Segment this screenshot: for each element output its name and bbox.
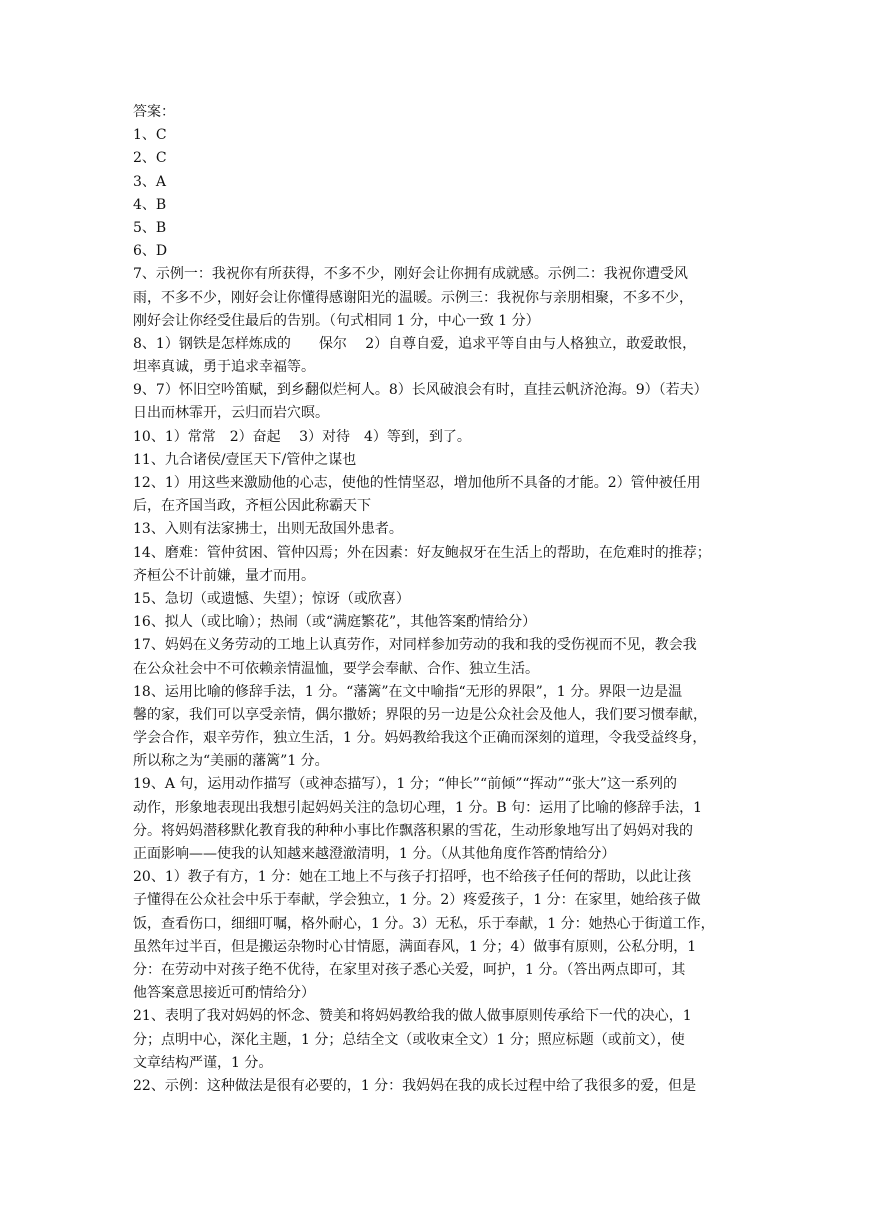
answer-line: 2、C [133, 150, 167, 167]
answer-line: 6、D [133, 243, 168, 260]
answer-line: 所以称之为“美丽的藩篱”1 分。 [133, 753, 329, 770]
answer-line: 分。将妈妈潜移默化教育我的种种小事比作飘落积累的雪花，生动形象地写出了妈妈对我的 [133, 822, 693, 839]
answer-line: 22、示例：这种做法是很有必要的，1 分：我妈妈在我的成长过程中给了我很多的爱，但是 [133, 1077, 697, 1094]
answer-line: 9、7）怀旧空吟笛赋，到乡翻似烂柯人。8）长风破浪会有时，直挂云帆济沧海。9）（若夫） [133, 382, 708, 399]
answer-line: 15、急切（或遗憾、失望）；惊讶（或欣喜） [133, 590, 410, 607]
answer-line: 12、1）用这些来激励他的心志，使他的性情坚忍，增加他所不具备的才能。2）管仲被任用 [133, 475, 701, 491]
answer-line: 4、B [133, 196, 167, 213]
answer-line: 学会合作，艰辛劳作，独立生活，1 分。妈妈教给我这个正确而深刻的道理，令我受益终身， [133, 730, 707, 747]
answer-line: 17、妈妈在义务劳动的工地上认真劳作，对同样参加劳动的我和我的受伤视而不见，教会我 [133, 637, 697, 654]
answer-line: 14、磨难：管仲贫困、管仲囚焉；外在因素：好友鲍叔牙在生活上的帮助，在危难时的推荐； [133, 544, 711, 561]
answer-document [133, 101, 743, 1098]
answer-line: 馨的家，我们可以享受亲情，偶尔撒娇；界限的另一边是公众社会及他人，我们要习惯奉献， [133, 706, 707, 723]
answer-line: 13、入则有法家拂士，出则无敌国外患者。 [133, 521, 403, 538]
answer-line: 雨，不多不少，刚好会让你懂得感谢阳光的温暖。示例三：我祝你与亲朋相聚，不多不少， [133, 289, 693, 306]
answer-line: 虽然年过半百，但是搬运杂物时心甘情愿，满面春风，1 分；4）做事有原则，公私分明，1 [133, 938, 697, 955]
answer-line: 饭，查看伤口，细细叮嘱，格外耐心，1 分。3）无私，乐于奉献，1 分：她热心于街道工作， [133, 915, 715, 932]
answer-line: 子懂得在公众社会中乐于奉献，学会独立，1 分。2）疼爱孩子，1 分：在家里，她给孩子做 [133, 892, 701, 909]
answer-line: 19、A 句，运用动作描写（或神态描写），1 分；“伸长”“前倾”“挥动”“张大”这一系列的 [133, 776, 677, 793]
answer-line: 坦率真诚，勇于追求幸福等。 [133, 359, 315, 376]
answer-line: 分；点明中心，深化主题，1 分；总结全文（或收束全文）1 分；照应标题（或前文），使 [133, 1031, 685, 1048]
answer-line: 18、运用比喻的修辞手法，1 分。“藩篱”在文中喻指“无形的界限”，1 分。界限一边是温 [133, 683, 683, 700]
answer-line: 5、B [133, 219, 167, 236]
answer-line: 8、1）钢铁是怎样炼成的 保尔 2）自尊自爱，追求平等自由与人格独立，敢爱敢恨， [133, 335, 697, 352]
answer-line: 正面影响——使我的认知越来越澄澈清明，1 分。（从其他角度作答酌情给分） [133, 846, 616, 862]
answer-line: 1、C [133, 127, 167, 144]
answer-line: 齐桓公不计前嫌，量才而用。 [133, 567, 315, 584]
answer-line: 在公众社会中不可依赖亲情温恤，要学会奉献、合作、独立生活。 [133, 660, 539, 677]
answer-line: 他答案意思接近可酌情给分） [133, 985, 315, 1002]
answer-line: 7、示例一：我祝你有所获得，不多不少，刚好会让你拥有成就感。示例二：我祝你遭受风 [133, 266, 688, 283]
answer-line: 文章结构严谨，1 分。 [133, 1054, 273, 1071]
answer-heading: 答案： [133, 104, 175, 120]
answer-line: 10、1）常常 2）奋起 3）对待 4）等到，到了。 [133, 428, 471, 445]
answer-line: 20、1）教子有方，1 分：她在工地上不与孩子打招呼，也不给孩子任何的帮助，以此让孩 [133, 869, 692, 886]
answer-line: 刚好会让你经受住最后的告别。（句式相同 1 分，中心一致 1 分） [133, 312, 540, 329]
answer-line: 动作，形象地表现出我想引起妈妈关注的急切心理，1 分。B 句：运用了比喻的修辞手法，1 [133, 799, 703, 816]
answer-line: 21、表明了我对妈妈的怀念、赞美和将妈妈教给我的做人做事原则传承给下一代的决心，1 [133, 1008, 692, 1025]
answer-line: 日出而林霏开，云归而岩穴暝。 [133, 405, 329, 422]
answer-line: 分：在劳动中对孩子绝不优待，在家里对孩子悉心关爱，呵护，1 分。（答出两点即可，其 [133, 961, 686, 978]
answer-line: 16、拟人（或比喻）；热闹（或“满庭繁花”，其他答案酌情给分） [133, 614, 537, 631]
answer-line: 11、九合诸侯/壹匡天下/管仲之谋也 [133, 451, 357, 468]
answer-line: 3、A [133, 173, 167, 190]
answer-line: 后，在齐国当政，齐桓公因此称霸天下 [133, 498, 371, 515]
